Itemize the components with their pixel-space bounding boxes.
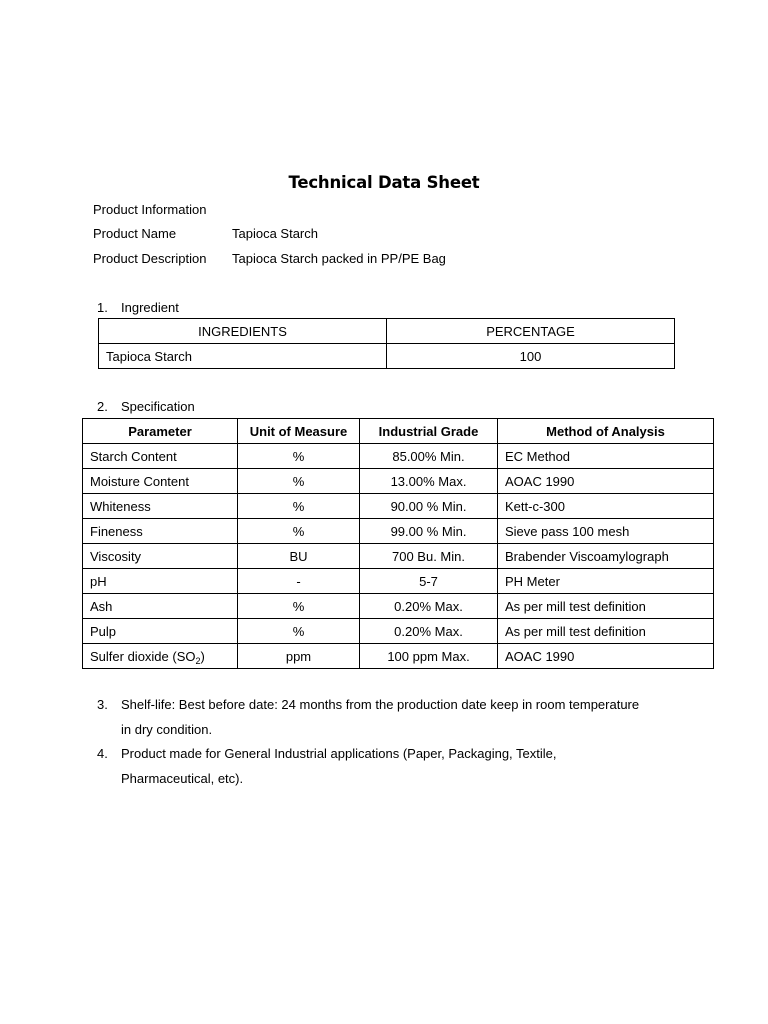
applications-text: Product made for General Industrial applications (Paper, Packaging, Textile,: [121, 746, 557, 761]
section-number: 1.: [97, 300, 108, 315]
shelf-life-text-cont: in dry condition.: [121, 722, 213, 737]
table-cell: Tapioca Starch: [99, 344, 387, 369]
subscript-2: 2: [195, 655, 201, 666]
note-number: 4.: [97, 746, 108, 761]
table-row: [83, 519, 714, 544]
specification-table: [82, 418, 714, 669]
table-cell: AOAC 1990: [498, 644, 714, 669]
table-row: [83, 544, 714, 569]
table-cell: Viscosity: [83, 544, 238, 569]
table-cell: Brabender Viscoamylograph: [498, 544, 714, 569]
column-header: Method of Analysis: [498, 419, 714, 444]
column-header: PERCENTAGE: [387, 319, 675, 344]
table-cell: 100: [387, 344, 675, 369]
table-cell: pH: [83, 569, 238, 594]
table-cell: 700 Bu. Min.: [360, 544, 498, 569]
table-cell: Pulp: [83, 619, 238, 644]
table-cell: 85.00% Min.: [360, 444, 498, 469]
table-cell: [83, 644, 238, 669]
table-cell: AOAC 1990: [498, 469, 714, 494]
product-name-value: Tapioca Starch: [232, 226, 318, 241]
table-cell: Starch Content: [83, 444, 238, 469]
column-header: Parameter: [83, 419, 238, 444]
table-cell: Kett-c-300: [498, 494, 714, 519]
table-cell: ppm: [238, 644, 360, 669]
table-cell: Sieve pass 100 mesh: [498, 519, 714, 544]
column-header: Industrial Grade: [360, 419, 498, 444]
table-cell: 0.20% Max.: [360, 619, 498, 644]
table-cell: %: [238, 444, 360, 469]
table-cell: EC Method: [498, 444, 714, 469]
product-name-label: Product Name: [93, 226, 177, 241]
product-description-label: Product Description: [93, 251, 207, 266]
section-title-ingredient: Ingredient: [121, 300, 179, 315]
table-row: [99, 344, 675, 369]
section-number: 2.: [97, 399, 108, 414]
column-header: Unit of Measure: [238, 419, 360, 444]
table-row: [83, 494, 714, 519]
column-header: INGREDIENTS: [99, 319, 387, 344]
document-title: Technical Data Sheet: [288, 173, 480, 192]
table-cell: 5-7: [360, 569, 498, 594]
table-cell: PH Meter: [498, 569, 714, 594]
closing-paren: ): [200, 648, 205, 664]
table-row: [83, 619, 714, 644]
table-header-row: [83, 419, 714, 444]
shelf-life-text: Shelf-life: Best before date: 24 months from the production date keep in room temperature: [121, 697, 640, 712]
table-row: [83, 644, 714, 669]
product-description-value: Tapioca Starch packed in PP/PE Bag: [232, 251, 446, 266]
ingredient-table: [98, 318, 675, 369]
table-cell: As per mill test definition: [498, 594, 714, 619]
table-row: [83, 469, 714, 494]
applications-text-cont: Pharmaceutical, etc).: [121, 771, 244, 786]
table-cell: Ash: [83, 594, 238, 619]
table-cell: 99.00 % Min.: [360, 519, 498, 544]
table-row: [83, 594, 714, 619]
table-cell: %: [238, 519, 360, 544]
table-cell: 100 ppm Max.: [360, 644, 498, 669]
sulfer-dioxide-label: Sulfer dioxide (SO: [90, 648, 196, 664]
table-cell: %: [238, 619, 360, 644]
table-cell: Moisture Content: [83, 469, 238, 494]
table-cell: %: [238, 469, 360, 494]
table-cell: -: [238, 569, 360, 594]
table-cell: Fineness: [83, 519, 238, 544]
table-cell: 13.00% Max.: [360, 469, 498, 494]
table-row: [83, 444, 714, 469]
table-cell: As per mill test definition: [498, 619, 714, 644]
note-number: 3.: [97, 697, 108, 712]
table-cell: BU: [238, 544, 360, 569]
table-cell: 0.20% Max.: [360, 594, 498, 619]
table-cell: 90.00 % Min.: [360, 494, 498, 519]
section-title-specification: Specification: [121, 399, 195, 414]
table-header-row: [99, 319, 675, 344]
table-cell: %: [238, 494, 360, 519]
table-cell: %: [238, 594, 360, 619]
table-cell: Whiteness: [83, 494, 238, 519]
table-row: [83, 569, 714, 594]
product-info-heading: Product Information: [93, 202, 207, 217]
